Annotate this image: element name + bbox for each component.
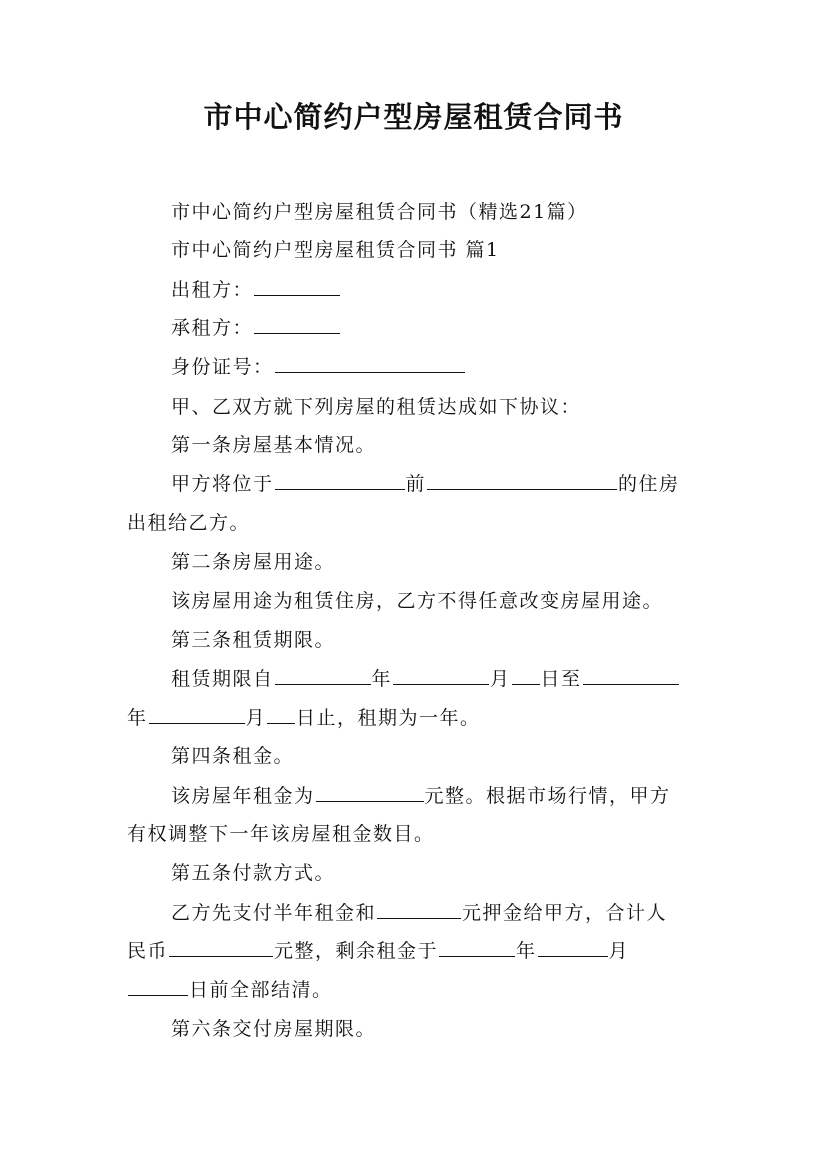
article-3-body-line-1 bbox=[127, 665, 702, 693]
article-2-heading bbox=[127, 548, 702, 576]
article-5-body-line-1 bbox=[127, 899, 702, 927]
article-1-body-c: 的住房 bbox=[618, 473, 680, 495]
document-title: 市中心简约户型房屋租赁合同书 bbox=[203, 100, 624, 134]
article-1-body-d: 出租给乙方。 bbox=[127, 512, 251, 534]
start-day-blank bbox=[512, 666, 540, 685]
lessor-label: 出租方： bbox=[171, 279, 254, 301]
article-5-body-line-2 bbox=[127, 937, 702, 965]
month-label-3: 月 bbox=[608, 940, 630, 962]
id-number-blank bbox=[275, 354, 465, 373]
article-6-heading bbox=[127, 1015, 702, 1043]
id-number-label: 身份证号： bbox=[171, 356, 274, 378]
settle-month-blank bbox=[538, 938, 608, 957]
lessor-line bbox=[127, 276, 702, 304]
term-from-label: 租赁期限自 bbox=[171, 668, 274, 690]
settle-year-blank bbox=[439, 938, 515, 957]
agreement-intro-line bbox=[127, 393, 702, 421]
article-1-body-line-1 bbox=[127, 470, 702, 498]
subtitle-line bbox=[127, 198, 702, 226]
year-label-1: 年 bbox=[371, 668, 393, 690]
article-3-text: 第三条租赁期限。 bbox=[171, 629, 336, 651]
article-2-text: 第二条房屋用途。 bbox=[171, 551, 336, 573]
end-month-blank bbox=[149, 705, 245, 724]
article-5-heading bbox=[127, 859, 702, 887]
annual-rent-label: 该房屋年租金为 bbox=[171, 785, 315, 807]
month-label-2: 月 bbox=[245, 707, 267, 729]
total-amount-blank bbox=[169, 938, 273, 957]
settle-tail: 日前全部结清。 bbox=[189, 979, 333, 1001]
article-2-body bbox=[127, 587, 702, 615]
article-3-heading bbox=[127, 626, 702, 654]
article-4-body-line-2 bbox=[127, 820, 702, 848]
article-1-body-b: 前 bbox=[405, 473, 427, 495]
lessee-blank bbox=[254, 315, 340, 334]
agreement-intro-text: 甲、乙双方就下列房屋的租赁达成如下协议： bbox=[171, 396, 582, 418]
article-1-body-line-2 bbox=[127, 509, 702, 537]
article-4-body-text: 有权调整下一年该房屋租金数目。 bbox=[127, 823, 435, 845]
article-1-text: 第一条房屋基本情况。 bbox=[171, 434, 377, 456]
deposit-tail: 元押金给甲方，合计人 bbox=[462, 902, 668, 924]
article-2-body-text: 该房屋用途为租赁住房，乙方不得任意改变房屋用途。 bbox=[171, 590, 664, 612]
article-6-text: 第六条交付房屋期限。 bbox=[171, 1018, 377, 1040]
end-day-blank bbox=[267, 705, 295, 724]
year-label-3: 年 bbox=[516, 940, 537, 962]
start-year-blank bbox=[275, 666, 371, 685]
remaining-rent-label: 元整，剩余租金于 bbox=[274, 940, 439, 962]
article-4-heading bbox=[127, 742, 702, 770]
annual-rent-tail: 元整。根据市场行情，甲方 bbox=[424, 785, 671, 807]
article-1-heading bbox=[127, 431, 702, 459]
deposit-blank bbox=[377, 900, 461, 919]
section-heading-text: 市中心简约户型房屋租赁合同书 篇1 bbox=[171, 239, 500, 261]
term-end-text: 日止，租期为一年。 bbox=[296, 707, 481, 729]
article-5-text: 第五条付款方式。 bbox=[171, 862, 336, 884]
day-to-label: 日至 bbox=[540, 668, 582, 690]
year-label-2: 年 bbox=[127, 707, 148, 729]
article-4-body-line-1 bbox=[127, 782, 702, 810]
id-number-line bbox=[127, 353, 702, 381]
settle-day-blank bbox=[128, 977, 188, 996]
subtitle-text: 市中心简约户型房屋租赁合同书（精选21篇） bbox=[171, 201, 588, 223]
rmb-label: 民币 bbox=[127, 940, 169, 962]
article-1-body-a: 甲方将位于 bbox=[171, 473, 274, 495]
location-blank bbox=[427, 471, 617, 490]
lessee-label: 承租方： bbox=[171, 317, 254, 339]
article-5-body-line-3 bbox=[127, 976, 702, 1004]
section-heading-line bbox=[127, 236, 702, 264]
address-blank bbox=[275, 471, 405, 490]
start-month-blank bbox=[393, 666, 489, 685]
lessee-line bbox=[127, 314, 702, 342]
article-3-body-line-2 bbox=[127, 704, 702, 732]
end-year-blank bbox=[583, 666, 679, 685]
month-label-1: 月 bbox=[490, 668, 511, 690]
deposit-label: 乙方先支付半年租金和 bbox=[171, 902, 377, 924]
lessor-blank bbox=[254, 277, 340, 296]
article-4-text: 第四条租金。 bbox=[171, 745, 295, 767]
annual-rent-blank bbox=[316, 783, 424, 802]
